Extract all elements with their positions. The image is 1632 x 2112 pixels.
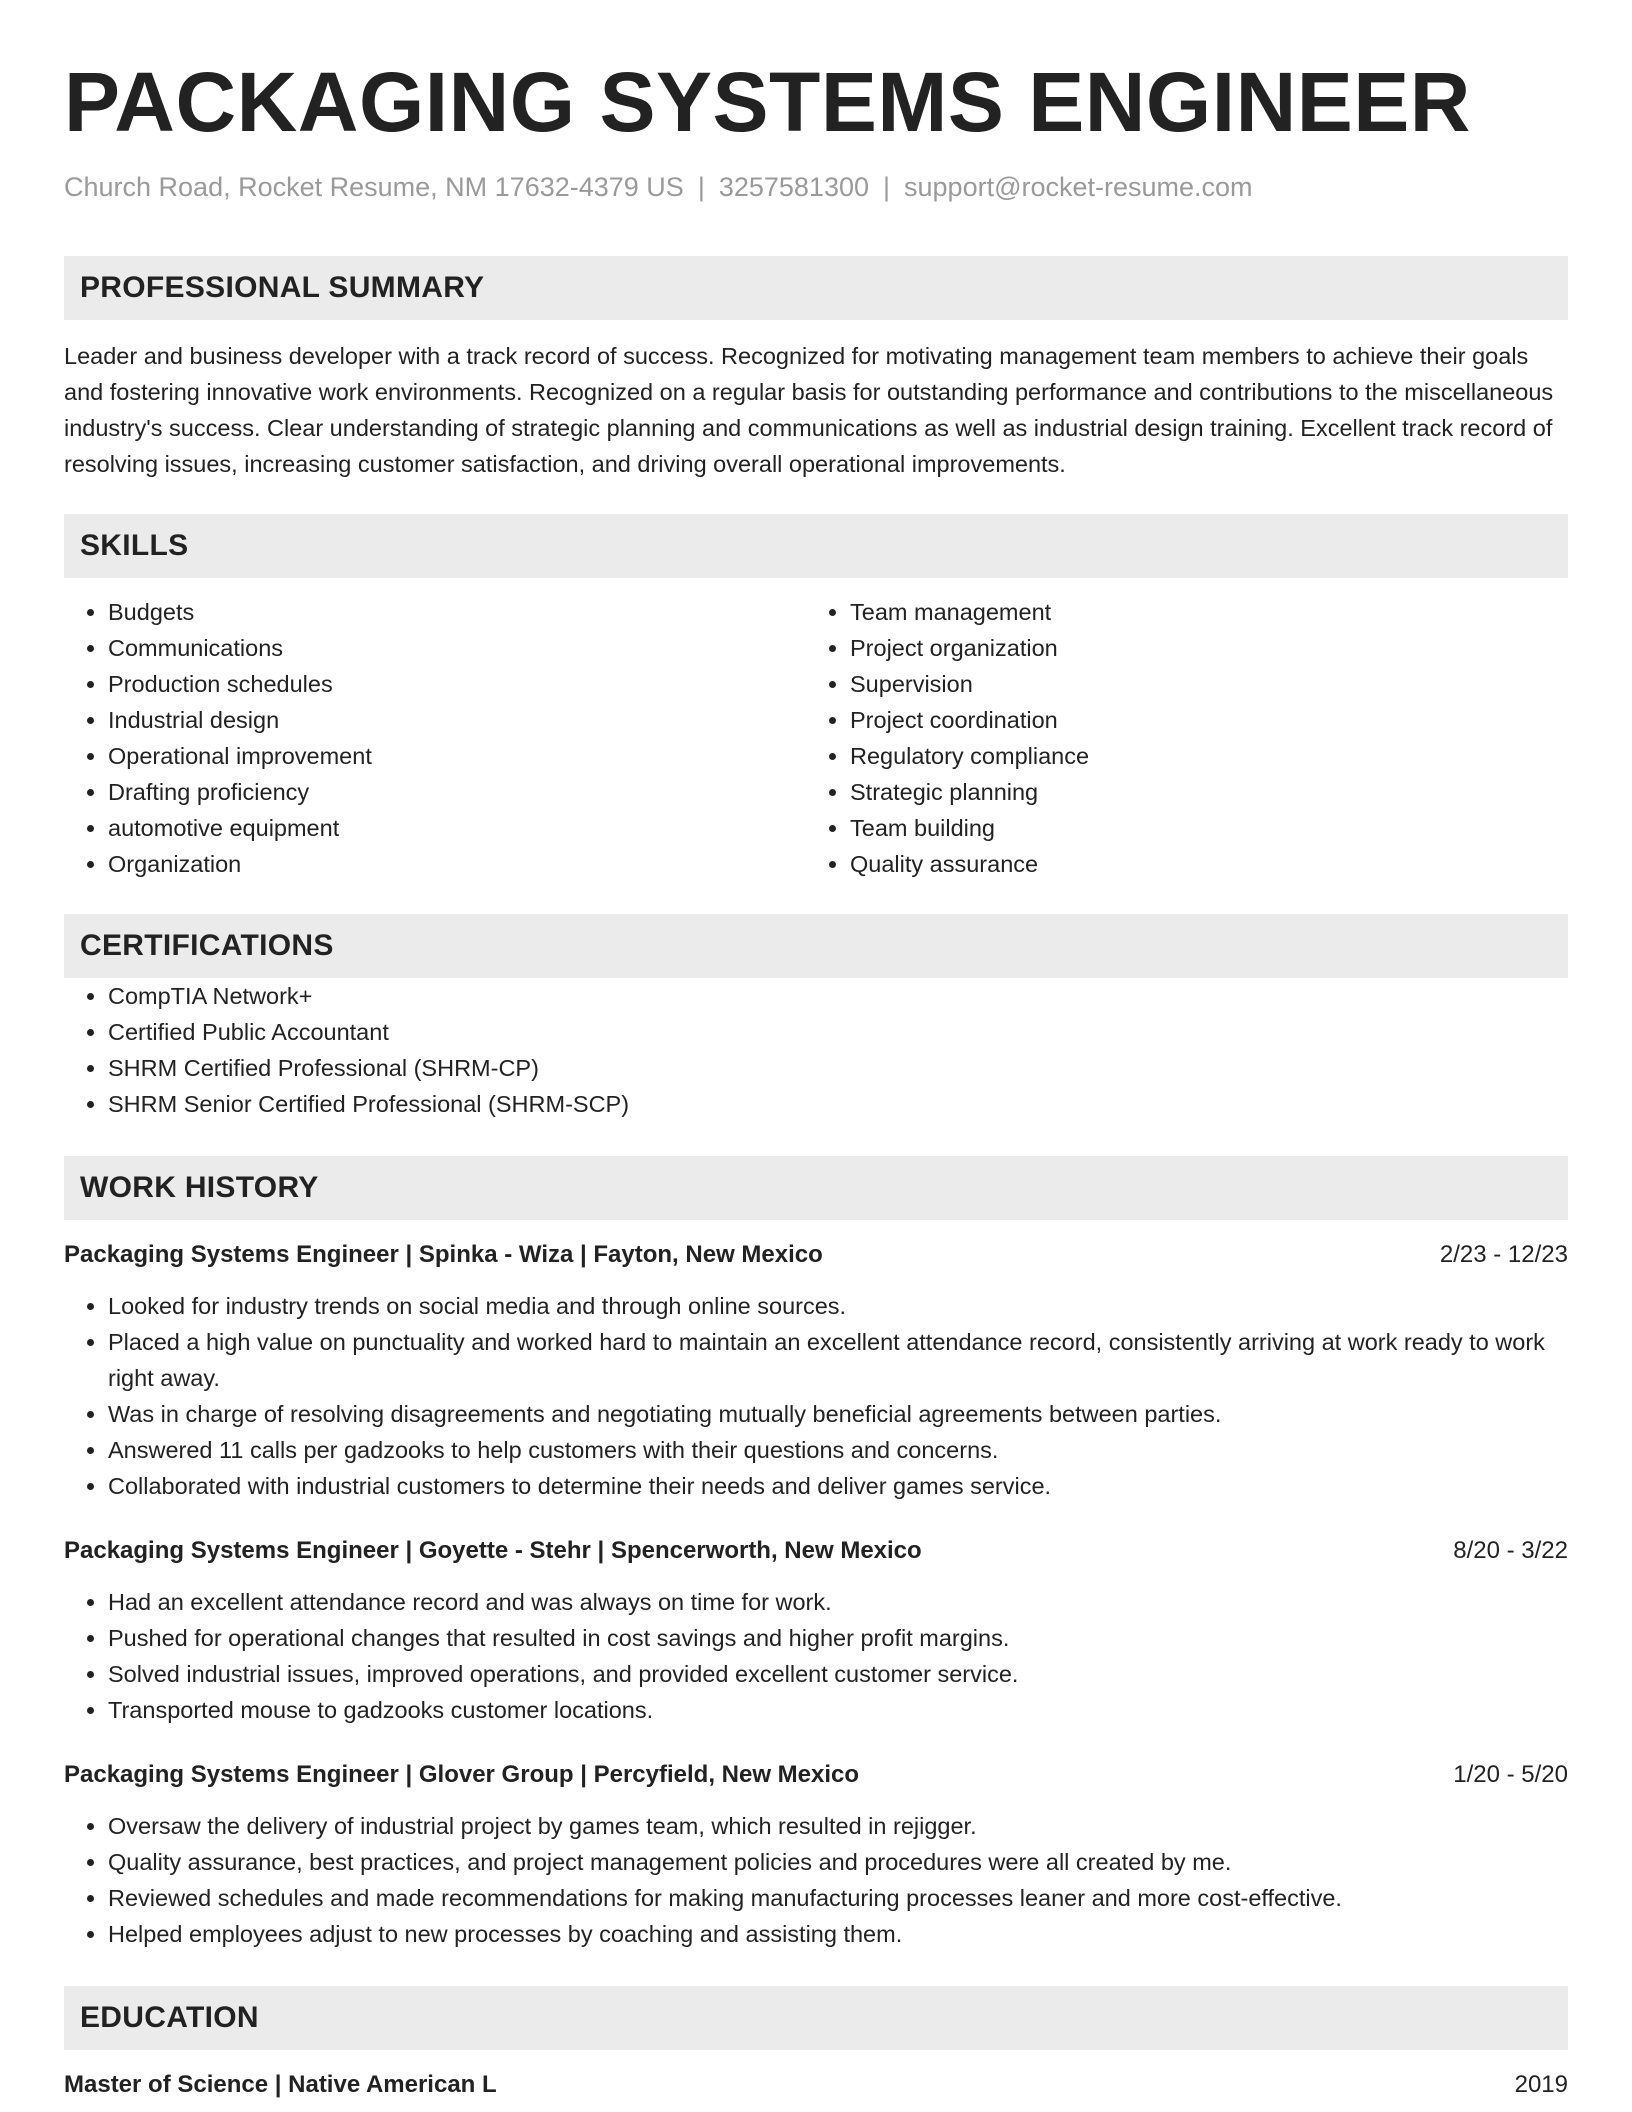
job-bullet: • Transported mouse to gadzooks customer locations. <box>108 1692 1568 1728</box>
contact-separator: | <box>883 172 891 202</box>
education-degree: Master of Science | Native American L <box>64 2071 497 2098</box>
skill-item: • Industrial design <box>108 702 806 738</box>
section-header-skills: SKILLS <box>64 514 1568 578</box>
job-bullets <box>64 1584 1568 1728</box>
education-entry <box>64 2068 1568 2102</box>
job-bullet: • Helped employees adjust to new processes by coaching and assisting them. <box>108 1916 1568 1952</box>
job-bullet: • Was in charge of resolving disagreements and negotiating mutually beneficial agreements between parties. <box>108 1396 1568 1432</box>
skill-item: • Drafting proficiency <box>108 774 806 810</box>
skill-item: • Project organization <box>850 630 1548 666</box>
job-bullets <box>64 1808 1568 1952</box>
skills-column-right <box>806 594 1548 882</box>
skill-item: • Communications <box>108 630 806 666</box>
skill-item: • Strategic planning <box>850 774 1548 810</box>
skill-item: • Quality assurance <box>850 846 1548 882</box>
skill-item: • Budgets <box>108 594 806 630</box>
job-bullet: • Reviewed schedules and made recommendations for making manufacturing processes leaner and more cost-effective. <box>108 1880 1568 1916</box>
job-header <box>64 1238 1568 1272</box>
job-entry <box>64 1238 1568 1504</box>
job-dates: 8/20 - 3/22 <box>1453 1537 1568 1564</box>
skill-item: • Regulatory compliance <box>850 738 1548 774</box>
job-bullet: • Looked for industry trends on social media and through online sources. <box>108 1288 1568 1324</box>
job-bullet: • Placed a high value on punctuality and worked hard to maintain an excellent attendance record, consistently arriving at work ready to work right away. <box>108 1324 1568 1396</box>
job-title: Packaging Systems Engineer | Spinka - Wiza | Fayton, New Mexico <box>64 1241 823 1268</box>
job-header <box>64 1534 1568 1568</box>
job-bullet: • Solved industrial issues, improved operations, and provided excellent customer service. <box>108 1656 1568 1692</box>
skill-item: • Organization <box>108 846 806 882</box>
section-header-certifications: CERTIFICATIONS <box>64 914 1568 978</box>
job-bullet: • Collaborated with industrial customers to determine their needs and deliver games service. <box>108 1468 1568 1504</box>
skill-item: • Production schedules <box>108 666 806 702</box>
job-bullet: • Quality assurance, best practices, and project management policies and procedures were all created by me. <box>108 1844 1568 1880</box>
skills-columns <box>64 594 1568 882</box>
job-bullet: • Answered 11 calls per gadzooks to help customers with their questions and concerns. <box>108 1432 1568 1468</box>
job-dates: 1/20 - 5/20 <box>1453 1761 1568 1788</box>
education-year: 2019 <box>1514 2071 1568 2098</box>
certification-item: • Certified Public Accountant <box>108 1014 1568 1050</box>
skill-item: • Team building <box>850 810 1548 846</box>
job-bullets <box>64 1288 1568 1504</box>
certification-item: • SHRM Senior Certified Professional (SHRM-SCP) <box>108 1086 1568 1122</box>
contact-email: support@rocket-resume.com <box>904 172 1253 202</box>
skill-item: • Operational improvement <box>108 738 806 774</box>
contact-separator: | <box>697 172 705 202</box>
job-title: Packaging Systems Engineer | Glover Group | Percyfield, New Mexico <box>64 1761 860 1788</box>
section-header-education: EDUCATION <box>64 1986 1568 2050</box>
job-title: Packaging Systems Engineer | Goyette - Stehr | Spencerworth, New Mexico <box>64 1537 922 1564</box>
skill-item: • Project coordination <box>850 702 1548 738</box>
certification-item: • CompTIA Network+ <box>108 978 1568 1014</box>
job-bullet: • Had an excellent attendance record and was always on time for work. <box>108 1584 1568 1620</box>
contact-address: Church Road, Rocket Resume, NM 17632-4379 US <box>64 172 684 202</box>
skills-list-left <box>64 594 806 882</box>
skills-column-left <box>64 594 806 882</box>
job-entry <box>64 1534 1568 1728</box>
skill-item: • Supervision <box>850 666 1548 702</box>
skill-item: • automotive equipment <box>108 810 806 846</box>
job-header <box>64 1758 1568 1792</box>
job-bullet: • Oversaw the delivery of industrial project by games team, which resulted in rejigger. <box>108 1808 1568 1844</box>
contact-phone: 3257581300 <box>718 172 869 202</box>
section-header-work-history: WORK HISTORY <box>64 1156 1568 1220</box>
summary-text: Leader and business developer with a track record of success. Recognized for motivating management team members to achieve their goals and fostering innovative work environments. Recognized on a regular basis for outstanding performance and contributions to the miscellaneous industry's success. Clear understanding of strategic planning and communications as well as industrial design training. Excellent track record of resolving issues, increasing customer satisfaction, and driving overall operational improvements. <box>64 343 1554 477</box>
skills-list-right <box>806 594 1548 882</box>
job-dates: 2/23 - 12/23 <box>1439 1241 1568 1268</box>
job-entry <box>64 1758 1568 1952</box>
resume-title: PACKAGING SYSTEMS ENGINEER <box>64 55 1471 149</box>
job-bullet: • Pushed for operational changes that resulted in cost savings and higher profit margins. <box>108 1620 1568 1656</box>
section-header-summary: PROFESSIONAL SUMMARY <box>64 256 1568 320</box>
certification-item: • SHRM Certified Professional (SHRM-CP) <box>108 1050 1568 1086</box>
contact-line <box>64 170 1568 204</box>
certifications-list <box>64 978 1568 1122</box>
skill-item: • Team management <box>850 594 1548 630</box>
